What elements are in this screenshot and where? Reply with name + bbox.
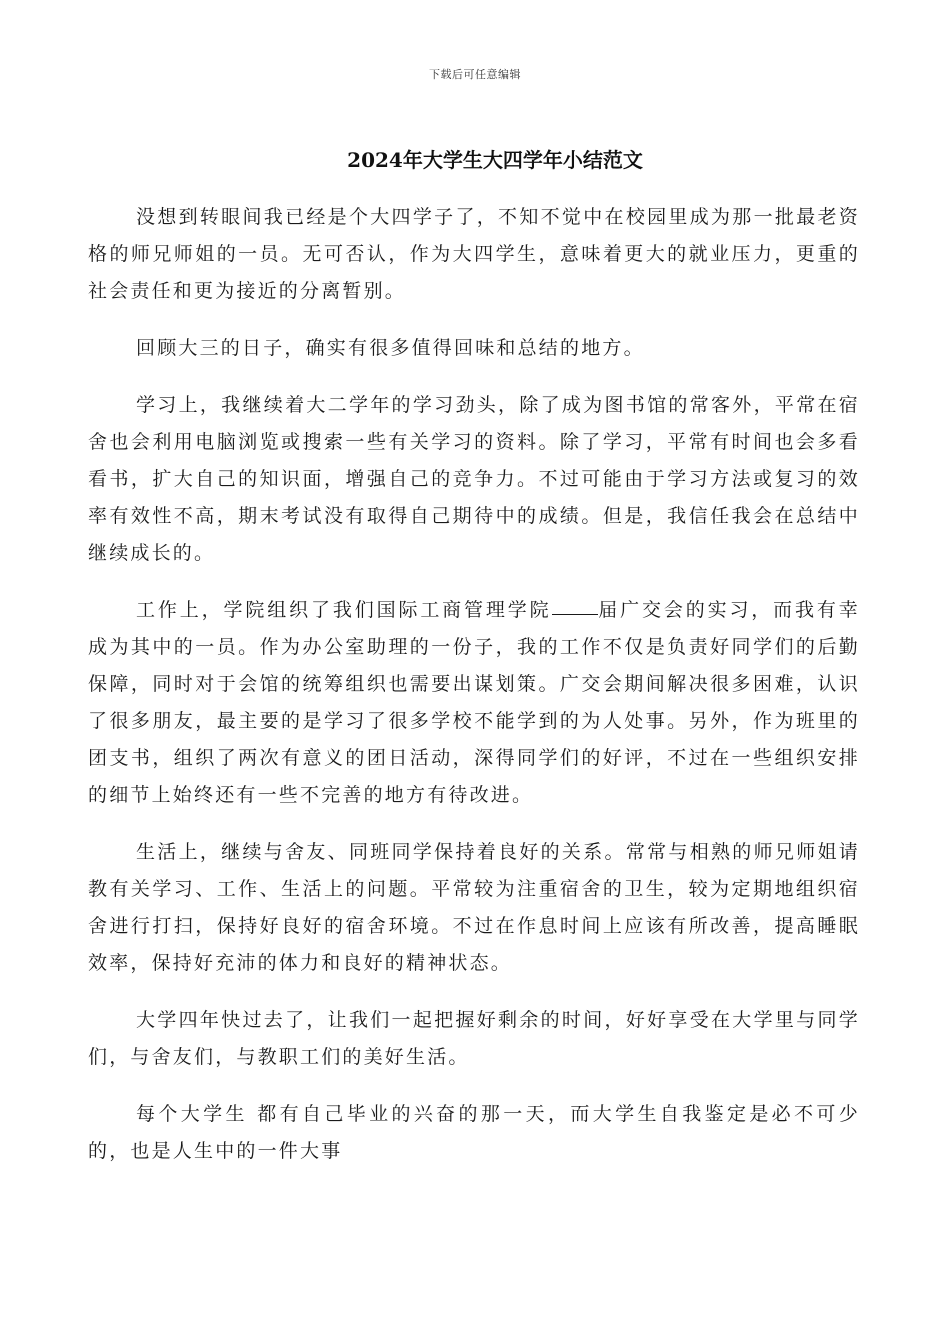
paragraph-closing: 每个大学生 都有自己毕业的兴奋的那一天，而大学生自我鉴定是必不可少的，也是人生中的一件大事 [88, 1103, 860, 1162]
paragraph-review: 回顾大三的日子，确实有很多值得回味和总结的地方。 [136, 337, 645, 359]
document-body [88, 199, 860, 1190]
paragraph-work [88, 592, 860, 814]
paragraph-outlook: 大学四年快过去了，让我们一起把握好剩余的时间，好好享受在大学里与同学们，与舍友们，与教职工们的美好生活。 [88, 1009, 860, 1068]
paragraph-study: 学习上，我继续着大二学年的学习劲头，除了成为图书馆的常客外，平常在宿舍也会利用电脑浏览或搜索一些有关学习的资料。除了学习，平常有时间也会多看看书，扩大自己的知识面，增强自己的竞争力。不过可能由于学习方法或复习的效率有效性不高，期末考试没有取得自己期待中的成绩。但是，我信任我会在总结中继续成长的。 [88, 394, 860, 564]
paragraph-work-part-2: 届广交会的实习，而我有幸成为其中的一员。作为办公室助理的一份子，我的工作不仅是负责好同学们的后勤保障，同时对于会馆的统筹组织也需要出谋划策。广交会期间解决很多困难，认识了很多朋友，最主要的是学习了很多学校不能学到的为人处事。另外，作为班里的团支书，组织了两次有意义的团日活动，深得同学们的好评，不过在一些组织安排的细节上始终还有一些不完善的地方有待改进。 [88, 599, 860, 806]
paragraph-work-part-1: 工作上，学院组织了我们国际工商管理学院 [136, 599, 552, 621]
document-title: 2024年大学生大四学年小结范文 [347, 148, 643, 172]
header-note: 下载后可任意编辑 [429, 68, 521, 81]
paragraph-intro: 没想到转眼间我已经是个大四学子了，不知不觉中在校园里成为那一批最老资格的师兄师姐的一员。无可否认，作为大四学生，意味着更大的就业压力，更重的社会责任和更为接近的分离暂别。 [88, 206, 860, 302]
fill-in-blank [552, 613, 598, 615]
paragraph-life: 生活上，继续与舍友、同班同学保持着良好的关系。常常与相熟的师兄师姐请教有关学习、工作、生活上的问题。平常较为注重宿舍的卫生，较为定期地组织宿舍进行打扫，保持好良好的宿舍环境。不过在作息时间上应该有所改善，提高睡眠效率，保持好充沛的体力和良好的精神状态。 [88, 841, 860, 974]
